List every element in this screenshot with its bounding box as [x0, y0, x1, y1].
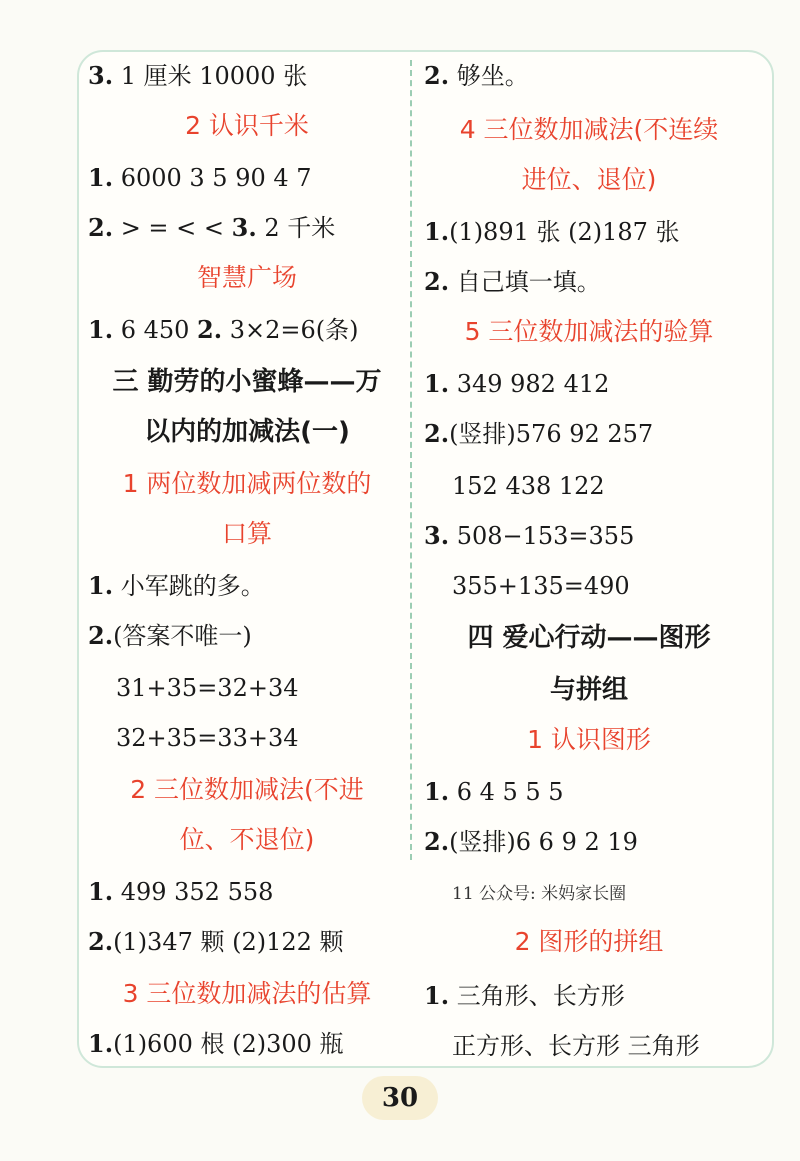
answer-continuation: 152 438 122: [452, 472, 605, 500]
section-heading: 进位、退位): [521, 165, 657, 194]
answer-text: 2 千米: [256, 214, 336, 242]
question-number: 1.: [88, 315, 114, 344]
answer-line: [88, 1024, 406, 1064]
column-divider: [410, 60, 412, 860]
section-heading: 2 三位数加减法(不进: [130, 775, 364, 804]
answer-text: 自己填一填。: [449, 268, 601, 296]
answer-text: (1)347 颗 (2)122 颗: [113, 928, 344, 956]
answer-line: [88, 566, 406, 606]
question-number: 2.: [424, 61, 450, 90]
answer-panel: [77, 50, 774, 1068]
page-number: 30: [362, 1076, 438, 1120]
question-number: 1.: [88, 163, 114, 192]
section-heading: 口算: [221, 519, 272, 548]
unit-heading: 四 爱心行动——图形: [467, 623, 711, 653]
question-number: 3.: [424, 521, 450, 550]
answer-line: [424, 772, 754, 812]
question-number: 2.: [88, 213, 114, 242]
section-heading: 2 认识千米: [185, 111, 309, 140]
section-heading: 2 图形的拼组: [514, 927, 664, 956]
answer-continuation: 32+35=33+34: [116, 724, 299, 752]
answer-continuation: 355+135=490: [452, 572, 630, 600]
question-number: 3.: [231, 213, 257, 242]
section-heading: 1 认识图形: [527, 725, 651, 754]
answer-text: 508−153=355: [449, 522, 635, 550]
answer-line: [88, 310, 406, 350]
question-number: 2.: [197, 315, 223, 344]
answer-line: [88, 872, 406, 912]
answer-text: 3×2=6(条): [222, 316, 359, 344]
answer-text: (竖排)6 6 9 2 19: [449, 828, 638, 856]
unit-heading: 以内的加减法(一): [144, 417, 350, 447]
answer-text: 三角形、长方形: [449, 982, 625, 1010]
question-number: 3.: [88, 61, 114, 90]
question-number: 2.: [424, 827, 450, 856]
answer-text: 499 352 558: [113, 878, 274, 906]
question-number: 2.: [424, 267, 450, 296]
answer-continuation: 正方形、长方形 三角形: [452, 1032, 700, 1060]
section-heading: 5 三位数加减法的验算: [464, 317, 714, 346]
answer-continuation: 31+35=32+34: [116, 674, 299, 702]
section-heading: 位、不退位): [179, 825, 315, 854]
answer-text: 6 4 5 5 5: [449, 778, 564, 806]
answer-line: [88, 922, 406, 962]
answer-text: > = < <: [113, 214, 232, 242]
answer-text: (答案不唯一): [113, 622, 252, 650]
answer-line: [424, 364, 754, 404]
answer-line: [424, 414, 754, 454]
question-number: 1.: [88, 877, 114, 906]
answer-text: (1)891 张 (2)187 张: [449, 218, 680, 246]
section-heading: 3 三位数加减法的估算: [122, 979, 372, 1008]
answer-line: [424, 262, 754, 302]
question-number: 2.: [88, 927, 114, 956]
answer-line: [88, 158, 406, 198]
answer-line: [424, 976, 754, 1016]
answer-text: (1)600 根 (2)300 瓶: [113, 1030, 344, 1058]
question-number: 1.: [424, 981, 450, 1010]
answer-text: 6000 3 5 90 4 7: [113, 164, 312, 192]
answer-line: [88, 208, 406, 248]
answer-text: 1 厘米 10000 张: [113, 62, 308, 90]
question-number: 1.: [424, 369, 450, 398]
question-number: 1.: [424, 217, 450, 246]
answer-line: [88, 56, 406, 96]
section-heading: 1 两位数加减两位数的: [122, 469, 372, 498]
unit-heading: 三 勤劳的小蜜蜂——万: [112, 367, 382, 397]
answer-text: 349 982 412: [449, 370, 610, 398]
answer-line: [88, 616, 406, 656]
unit-heading: 与拼组: [549, 675, 628, 705]
question-number: 2.: [424, 419, 450, 448]
answer-text: 小军跳的多。: [113, 572, 265, 600]
question-number: 1.: [88, 1029, 114, 1058]
answer-text: 够坐。: [449, 62, 529, 90]
answer-line: [424, 516, 754, 556]
section-heading: 4 三位数加减法(不连续: [459, 115, 719, 144]
answer-text: (竖排)576 92 257: [449, 420, 654, 448]
question-number: 1.: [88, 571, 114, 600]
watermark-note: 11 公众号: 米妈家长圈: [452, 884, 627, 904]
section-heading: 智慧广场: [196, 263, 297, 292]
answer-line: [424, 212, 754, 252]
answer-line: [424, 56, 754, 96]
answer-text: 6 450: [113, 316, 198, 344]
question-number: 1.: [424, 777, 450, 806]
answer-line: [424, 822, 754, 862]
question-number: 2.: [88, 621, 114, 650]
